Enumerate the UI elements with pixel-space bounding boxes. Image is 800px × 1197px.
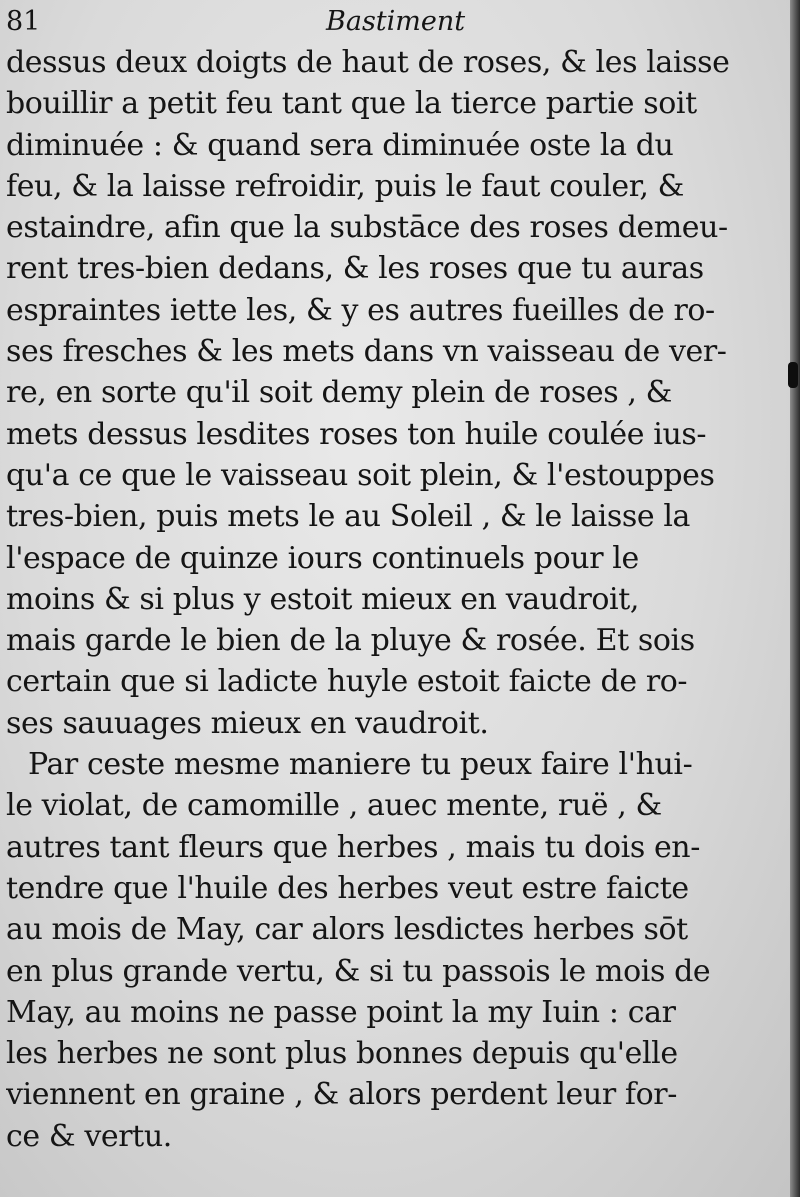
page-edge-shadow — [790, 0, 800, 1197]
text-line: bouillir a petit feu tant que la tierce partie soit — [6, 86, 697, 122]
text-line: certain que si ladicte huyle estoit faicte de ro- — [6, 664, 688, 700]
text-line: en plus grande vertu, & si tu passois le mois de — [6, 953, 711, 989]
text-line: re, en sorte qu'il soit demy plein de roses , & — [6, 375, 672, 411]
text-line: estaindre, afin que la substāce des roses demeu- — [6, 210, 728, 246]
text-line: qu'a ce que le vaisseau soit plein, & l'estouppes — [6, 457, 715, 493]
text-line: tres-bien, puis mets le au Soleil , & le laisse la — [6, 499, 691, 535]
text-line: espraintes iette les, & y es autres fueilles de ro- — [6, 292, 715, 328]
text-line: dessus deux doigts de haut de roses, & les laisse — [6, 45, 730, 80]
running-head: Bastiment — [326, 6, 466, 37]
text-line: viennent en graine , & alors perdent leur for- — [6, 1077, 677, 1113]
text-line: l'espace de quinze iours continuels pour le — [6, 540, 639, 576]
text-line: May, au moins ne passe point la my Iuin : car — [6, 994, 676, 1030]
text-line: rent tres-bien dedans, & les roses que tu auras — [6, 251, 704, 287]
text-line: au mois de May, car alors lesdictes herbes sōt — [6, 912, 688, 948]
page-edge-mark — [788, 362, 798, 388]
text-line: autres tant fleurs que herbes , mais tu dois en- — [6, 829, 700, 865]
text-line: tendre que l'huile des herbes veut estre faicte — [6, 870, 689, 906]
text-line: ses fresches & les mets dans vn vaisseau de ver- — [6, 334, 727, 370]
text-line: diminuée : & quand sera diminuée oste la du — [6, 127, 674, 163]
page-number: 81 — [6, 6, 41, 37]
text-line: mets dessus lesdites roses ton huile coulée ius- — [6, 416, 707, 452]
text-line: ce & vertu. — [6, 1118, 172, 1154]
text-line: ses sauuages mieux en vaudroit. — [6, 705, 489, 741]
text-line: feu, & la laisse refroidir, puis le faut couler, & — [6, 168, 684, 204]
paragraph-start-line: Par ceste mesme maniere tu peux faire l'hui- — [28, 747, 693, 783]
text-line: moins & si plus y estoit mieux en vaudroit, — [6, 581, 640, 617]
text-line: mais garde le bien de la pluye & rosée. Et sois — [6, 623, 695, 659]
body-text — [6, 42, 788, 1157]
text-line: les herbes ne sont plus bonnes depuis qu'elle — [6, 1036, 678, 1072]
text-line: le violat, de camomille , auec mente, ruë , & — [6, 788, 662, 824]
